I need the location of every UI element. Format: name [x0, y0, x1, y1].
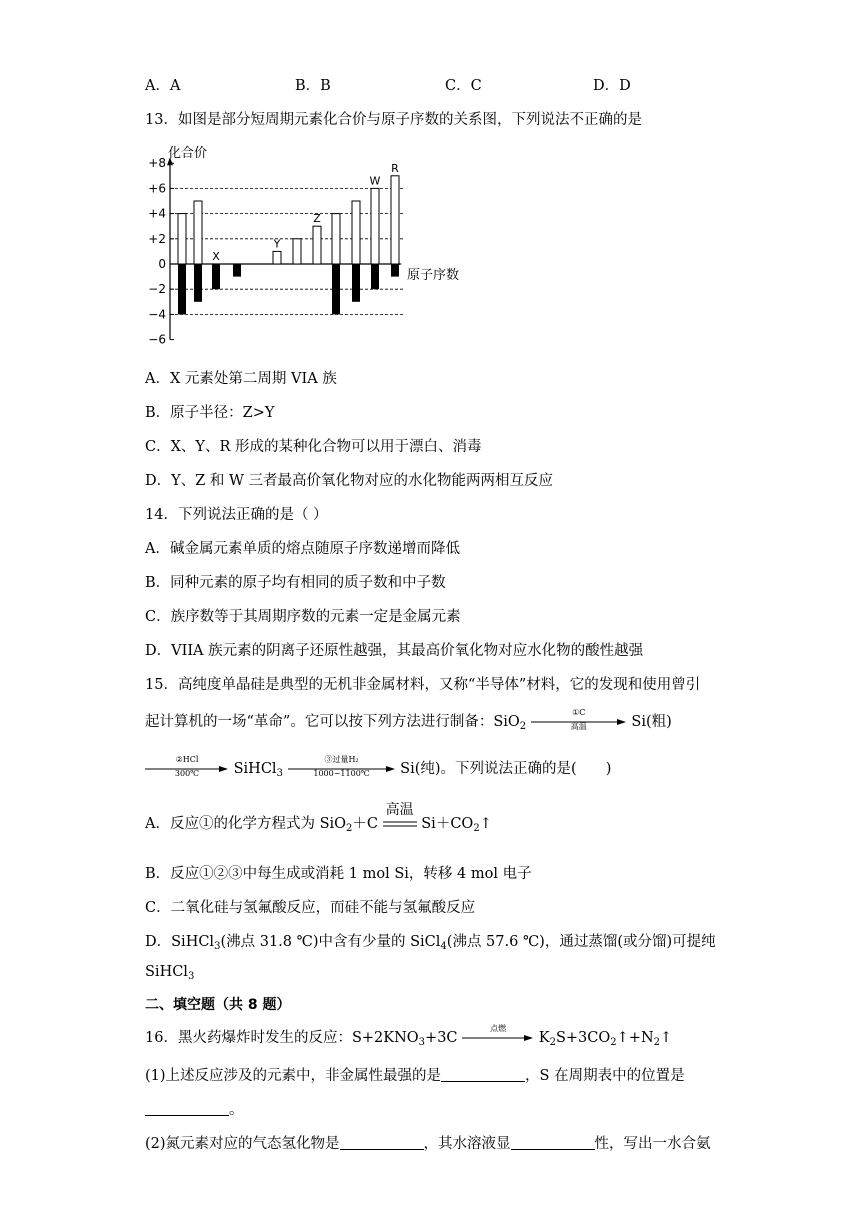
- sub-3b: 3: [187, 971, 195, 982]
- sub-3: 3: [214, 941, 221, 952]
- y-tick-label: −4: [148, 307, 166, 322]
- bar-negative: [212, 264, 220, 289]
- q14-option-d: D．VIIA 族元素的阴离子还原性越强，其最高价氧化物对应水化物的酸性越强: [145, 643, 644, 659]
- x-axis-label: 原子序数: [407, 268, 460, 283]
- answer-blank-3[interactable]: [340, 1135, 424, 1150]
- q16-p1-end: 。: [229, 1102, 244, 1118]
- bar-positive: [293, 239, 301, 264]
- sub-2: 2: [346, 823, 353, 834]
- q15-optD-a: D．SiHCl: [145, 934, 215, 950]
- sub-2d: 2: [610, 1037, 617, 1048]
- q15-line2: [145, 710, 672, 732]
- sub-2c: 2: [549, 1037, 556, 1048]
- reaction-arrow-4: [462, 1024, 534, 1042]
- q13-stem: 13．如图是部分短周期元素化合价与原子序数的关系图，下列说法不正确的是: [145, 112, 642, 128]
- q15-option-b: B．反应①②③中每生成或消耗 1 mol Si，转移 4 mol 电子: [145, 866, 532, 882]
- q16-post-b: S+3CO: [555, 1030, 611, 1046]
- reaction-arrow-1: [531, 708, 627, 731]
- q16-part1: [145, 1064, 685, 1085]
- q12-option-d: D．D: [593, 78, 631, 94]
- bar-negative: [352, 264, 360, 302]
- sihcl3-text: SiHCl: [233, 761, 277, 777]
- q15-optD-c: (沸点 57.6 ℃)，通过蒸馏(或分馏)可提纯: [446, 934, 716, 950]
- q16-part2: [145, 1132, 711, 1153]
- bar-negative: [371, 264, 379, 289]
- arrow1-top-label: ①C: [572, 708, 586, 717]
- bar-positive: [178, 214, 186, 264]
- q13-option-d: D．Y、Z 和 W 三者最高价氧化物对应的水化物能两两相互反应: [145, 473, 554, 489]
- q15-line2-text: 起计算机的一场“革命”。它可以按下列方法进行制备：SiO: [145, 714, 520, 730]
- q12-option-b: B．B: [295, 78, 331, 94]
- q15-option-d: [145, 930, 716, 952]
- y-tick-label: +2: [148, 231, 166, 246]
- bar-label: W: [369, 174, 381, 188]
- y-axis-label: 化合价: [168, 146, 208, 161]
- arrow4-top-label: 点燃: [490, 1024, 507, 1033]
- q16-stem: [145, 1026, 672, 1048]
- q15-option-d-line2: [145, 964, 194, 982]
- bar-positive: [194, 201, 202, 264]
- q15-optA-mid: ＋C: [352, 816, 379, 832]
- q16-p2-c: 性，写出一水合氨: [594, 1136, 711, 1152]
- q15-optA-pre: A．反应①的化学方程式为 SiO: [145, 816, 347, 832]
- arrow3-top-label: ③过量H₂: [324, 755, 359, 764]
- answer-blank-1[interactable]: [441, 1067, 525, 1082]
- answer-blank-4[interactable]: [511, 1135, 595, 1150]
- q14-stem: 14．下列说法正确的是（ ）: [145, 507, 328, 523]
- y-tick-label: +6: [148, 181, 166, 196]
- bar-label: Z: [313, 212, 321, 226]
- bar-positive: [391, 176, 399, 264]
- bar-negative: [332, 264, 340, 314]
- arrow-icon: [462, 1034, 534, 1042]
- q14-option-c: C．族序数等于其周期序数的元素一定是金属元素: [145, 609, 461, 625]
- y-tick-label: −6: [148, 332, 166, 345]
- q15-optA-end: ↑: [479, 816, 492, 832]
- q13-option-c: C．X、Y、R 形成的某种化合物可以用于漂白、消毒: [145, 439, 482, 455]
- sub-4: 4: [440, 941, 447, 952]
- y-tick-label: 0: [158, 257, 166, 271]
- bar-negative: [233, 264, 241, 277]
- bar-positive: [371, 188, 379, 264]
- q15-option-a: [145, 802, 492, 834]
- q15-optD-line2: SiHCl: [145, 964, 188, 980]
- sub-2b: 2: [473, 823, 480, 834]
- q16-post-a: K: [538, 1030, 550, 1046]
- bar-positive: [273, 251, 281, 264]
- q15-option-c: C．二氧化硅与氢氟酸反应，而硅不能与氢氟酸反应: [145, 900, 476, 916]
- q15-optA-post: Si＋CO: [421, 816, 474, 832]
- q15-line3-tail: Si(纯)。下列说法正确的是( ): [400, 761, 612, 777]
- double-line-icon: [383, 821, 417, 827]
- q13-option-b: B．原子半径：Z>Y: [145, 405, 275, 421]
- sihcl3-sub: 3: [276, 768, 283, 779]
- reaction-arrow-3: [288, 755, 396, 778]
- bar-label: X: [212, 250, 220, 263]
- sub-3c: 3: [418, 1037, 426, 1048]
- q16-post-d: ↑: [660, 1030, 673, 1046]
- q16-post-c: ↑+N: [616, 1030, 654, 1046]
- bar-negative: [178, 264, 186, 314]
- arrow3-bottom-label: 1000~1100℃: [313, 769, 370, 778]
- q15-line3: [145, 757, 611, 779]
- valence-chart: [145, 140, 465, 345]
- q12-option-a: A．A: [145, 78, 181, 94]
- bar-negative: [391, 264, 399, 277]
- sub-2e: 2: [653, 1037, 661, 1048]
- bar-label: R: [391, 161, 399, 175]
- arrow2-top-label: ②HCl: [175, 755, 199, 764]
- section-heading: 二、填空题（共 8 题）: [145, 997, 291, 1013]
- q16-p1-b: ，S 在周期表中的位置是: [525, 1068, 685, 1084]
- reaction-arrow-2: [145, 755, 229, 778]
- bar-negative: [194, 264, 202, 302]
- condition-label: 高温: [385, 802, 414, 818]
- q13-option-a: A．X 元素处第二周期 VIA 族: [145, 371, 337, 387]
- si-crude: Si(粗): [631, 714, 672, 730]
- bar-label: Y: [273, 237, 281, 251]
- q16-p1-a: (1)上述反应涉及的元素中，非金属性最强的是: [145, 1068, 442, 1084]
- y-tick-label: +4: [148, 206, 166, 221]
- q16-p2-b: ，其水溶液显: [423, 1136, 511, 1152]
- q14-option-a: A．碱金属元素单质的熔点随原子序数递增而降低: [145, 541, 460, 557]
- q16-part1-line2: [145, 1098, 244, 1119]
- y-tick-label: −2: [148, 282, 166, 297]
- answer-blank-2[interactable]: [145, 1101, 229, 1116]
- q16-pre: 16．黑火药爆炸时发生的反应：S+2KNO: [145, 1030, 419, 1046]
- bar-positive: [313, 226, 321, 264]
- q15-sub: 2: [519, 721, 527, 732]
- equation-equals-sign: [383, 802, 417, 827]
- q16-p2-a: (2)氮元素对应的气态氢化物是: [145, 1136, 340, 1152]
- y-tick-label: +8: [148, 156, 166, 171]
- arrow2-bottom-label: 300℃: [174, 769, 200, 778]
- arrow1-bottom-label: 高温: [570, 722, 587, 731]
- q14-option-b: B．同种元素的原子均有相同的质子数和中子数: [145, 575, 446, 591]
- q15-optD-b: (沸点 31.8 ℃)中含有少量的 SiCl: [220, 934, 441, 950]
- q15-line1: 15．高纯度单晶硅是典型的无机非金属材料，又称“半导体”材料，它的发现和使用曾引: [145, 677, 701, 693]
- q16-mid: +3C: [425, 1030, 458, 1046]
- bar-positive: [332, 214, 340, 264]
- q12-option-c: C．C: [445, 78, 482, 94]
- bar-positive: [352, 201, 360, 264]
